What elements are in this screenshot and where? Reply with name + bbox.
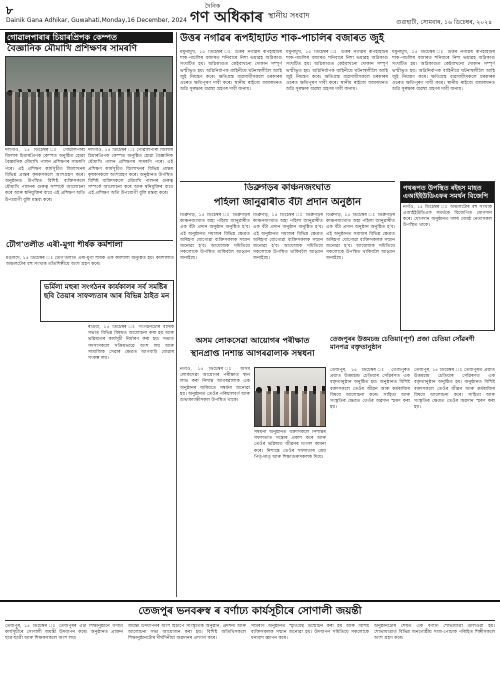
top-center-body-col3: যমুনামুখ, ১৫ ডিচেম্বৰ ঃ উত্তৰ নগাঁৱৰ ৰূপহীহাটৰ শাক-পাচলিৰ বজাৰত শনিবাৰে নিশা ভয়াৱহ অগ্নিকাণ্ড সংঘটিত হয়। অগ্নিকাণ্ডত কেইবাখনো দোকান সম্পূৰ্ণ ভস্মীভূত হয়। অগ্নিনিৰ্বাপক বাহিনীয়ে ঘটনাস্থলীলৈ আহি জুই নিয়ন্ত্ৰণ কৰে। ক্ষতিগ্ৰস্ত ব্যৱসায়ীসকলে চৰকাৰৰ ওচৰত ক্ষতিপূৰণ দাবী কৰে। স্থানীয় ৰাইজে বজাৰখনত অগ্নি সুৰক্ষাৰ ব্যৱস্থা গ্ৰহণৰ দাবী জনায়। — [392, 50, 495, 93]
bottom-band-body-col2: জয়ন্তী উদযাপনৰ অংশ হিচাপে সাংস্কৃতিক অনুষ্ঠান, প্ৰদৰ্শনী আৰু আলোচনা সভা আয়োজন কৰা হয়। বিশিষ্ট অতিথিসকলে শিক্ষানুষ্ঠানটোৰ দীৰ্ঘদিনীয়া অৱদানৰ প্ৰশংসা কৰে। — [128, 624, 246, 642]
left-top-headline-1: গোৱালপাৰাৰ চিয়াৰপ্ৰিপক কেম্পত — [5, 32, 173, 43]
center-mid-body-col3: ডিব্ৰুগড়, ১৫ ডিচেম্বৰ ঃ ডিব্ৰুগড়ৰ কাঞ্চনজংঘাত অহা পহিলা জানুৱাৰীত এক বঁটা প্ৰদান অনুষ্ঠান অনুষ্ঠিত হ'ব। এই অনুষ্ঠানত সমাজৰ বিভিন্ন ক্ষেত্ৰত অৰিহণা যোগোৱা ব্যক্তিসকলক সন্মান জনোৱা হ'ব। আয়োজক সমিতিয়ে সকলোকে উপস্থিত থাকিবলৈ আহ্বান জনাইছে। — [326, 213, 395, 262]
right-mid-body-col1: তেজপুৰ, ১৫ ডিচেম্বৰ ঃ তেজপুৰত প্ৰয়াত উত্তমচন্দ্ৰ চেতিয়াৰ সোঁৱৰণত এক বক্তৃতানুষ্ঠান অনুষ্ঠিত হয়। অনুষ্ঠানত বিশিষ্ট বক্তাসকলে তেওঁৰ জীৱন আৰু কৰ্মৰাজিৰ বিষয়ে আলোচনা কৰে। সাহিত্য আৰু সংস্কৃতিৰ ক্ষেত্ৰত তেওঁৰ অৱদান স্মৰণ কৰা হয়। — [330, 368, 410, 411]
left-top-body-col1: দলগাঁও, ১৫ ডিচেম্বৰ ঃ গোৱালপাৰা জিলাৰ চিয়াৰপ্ৰিপক কেম্পত অনুষ্ঠিত হোৱা বৈজ্ঞানিক মৌমাখি পালন প্ৰশিক্ষণৰ সামৰণি পৰে। এই প্ৰশিক্ষণ কাৰ্যসূচীত জিলাখনৰ বিভিন্ন প্ৰান্তৰ কৃষকসকলে অংশগ্ৰহণ কৰে। অনুষ্ঠানত উপস্থিত বিশিষ্ট ব্যক্তিসকলে মৌমাখি পালনৰ গুৰুত্ব সম্পৰ্কে আলোচনা কৰে আৰু স্বনিযুক্তিৰ বাবে এই প্ৰশিক্ষণ অতি উপযোগী বুলি মন্তব্য কৰে। — [5, 148, 85, 203]
sidebar-right-headline: পথৰূপত উপস্থিত ৰইহস মাহত এআইইউডিএফৰ সমৰ্থন বিজেপি — [401, 182, 494, 203]
bottom-band-headline: তেজপুৰ ভনবৰুস্ব ৰ বৰ্ণাঢ্য কাৰ্যসূচীৰে সোণালী জয়ন্তী — [5, 605, 495, 621]
right-mid-body-col2: তেজপুৰ, ১৫ ডিচেম্বৰ ঃ তেজপুৰত প্ৰয়াত উত্তমচন্দ্ৰ চেতিয়াৰ সোঁৱৰণত এক বক্তৃতানুষ্ঠান অনুষ্ঠিত হয়। অনুষ্ঠানত বিশিষ্ট বক্তাসকলে তেওঁৰ জীৱন আৰু কৰ্মৰাজিৰ বিষয়ে আলোচনা কৰে। সাহিত্য আৰু সংস্কৃতিৰ ক্ষেত্ৰত তেওঁৰ অৱদান স্মৰণ কৰা হয়। — [414, 368, 495, 411]
center-lower-headline-1: অসম লোকসেৱা আয়োগৰ পৰীক্ষাত — [195, 336, 310, 345]
sidebar-right-body: নগাঁও, ১৫ ডিচেম্বৰ ঃ অঞ্চলটোৰ বহু সংখ্যক এআইইউডিএফ সমৰ্থকে বিজেপিত যোগদান কৰে। যোগদান অনুষ্ঠানত দলৰ জ্যেষ্ঠ নেতাসকল উপস্থিত থাকে। — [403, 204, 492, 229]
sidebar-right-frame — [400, 181, 495, 331]
bottom-band-body-col1: তেজপুৰ, ১৫ ডিচেম্বৰ ঃ তেজপুৰৰ এটা শিক্ষানুষ্ঠানে বৰ্ণাঢ্য কাৰ্যসূচীৰে সোণালী জয়ন্তী উদযাপন কৰে। অনুষ্ঠানত প্ৰাক্তন ছাত্ৰ-ছাত্ৰী আৰু শিক্ষকসকলে অংশ লয়। — [5, 624, 123, 642]
left-top-body-col2: দলগাঁও, ১৫ ডিচেম্বৰ ঃ গোৱালপাৰা জিলাৰ চিয়াৰপ্ৰিপক কেম্পত অনুষ্ঠিত হোৱা বৈজ্ঞানিক মৌমাখি পালন প্ৰশিক্ষণৰ সামৰণি পৰে। এই প্ৰশিক্ষণ কাৰ্যসূচীত জিলাখনৰ বিভিন্ন প্ৰান্তৰ কৃষকসকলে অংশগ্ৰহণ কৰে। অনুষ্ঠানত উপস্থিত বিশিষ্ট ব্যক্তিসকলে মৌমাখি পালনৰ গুৰুত্ব সম্পৰ্কে আলোচনা কৰে আৰু স্বনিযুক্তিৰ বাবে এই প্ৰশিক্ষণ অতি উপযোগী বুলি মন্তব্য কৰে। — [88, 148, 173, 197]
top-center-body-col2: যমুনামুখ, ১৫ ডিচেম্বৰ ঃ উত্তৰ নগাঁৱৰ ৰূপহীহাটৰ শাক-পাচলিৰ বজাৰত শনিবাৰে নিশা ভয়াৱহ অগ্নিকাণ্ড সংঘটিত হয়। অগ্নিকাণ্ডত কেইবাখনো দোকান সম্পূৰ্ণ ভস্মীভূত হয়। অগ্নিনিৰ্বাপক বাহিনীয়ে ঘটনাস্থলীলৈ আহি জুই নিয়ন্ত্ৰণ কৰে। ক্ষতিগ্ৰস্ত ব্যৱসায়ীসকলে চৰকাৰৰ ওচৰত ক্ষতিপূৰণ দাবী কৰে। স্থানীয় ৰাইজে বজাৰখনত অগ্নি সুৰক্ষাৰ ব্যৱস্থা গ্ৰহণৰ দাবী জনায়। — [286, 50, 388, 93]
center-lower-body-right: সম্বৰ্ধনা অনুষ্ঠানত বক্তাসকলে নিশান্তৰ সফলতাত সন্তোষ প্ৰকাশ কৰে আৰু তেওঁৰ ভৱিষ্যত জীৱনৰ মংগল কামনা কৰে। নিশান্তে তেওঁৰ সফলতাৰ শ্ৰেয় পিতৃ-মাতৃ আৰু শিক্ষাগুৰুসকলক দিয়ে। — [254, 430, 326, 460]
bottom-band — [0, 600, 500, 700]
left-box-headline-frame — [40, 280, 174, 322]
photo-people — [6, 92, 172, 145]
center-mid-body-col1: ডিব্ৰুগড়, ১৫ ডিচেম্বৰ ঃ ডিব্ৰুগড়ৰ কাঞ্চনজংঘাত অহা পহিলা জানুৱাৰীত এক বঁটা প্ৰদান অনুষ্ঠান অনুষ্ঠিত হ'ব। এই অনুষ্ঠানত সমাজৰ বিভিন্ন ক্ষেত্ৰত অৰিহণা যোগোৱা ব্যক্তিসকলক সন্মান জনোৱা হ'ব। আয়োজক সমিতিয়ে সকলোকে উপস্থিত থাকিবলৈ আহ্বান জনাইছে। — [180, 213, 250, 262]
center-mid-headline-1: ডিব্ৰুগড়ৰ কাঞ্চনজংঘাত — [244, 183, 331, 193]
page-number: ৮ — [6, 4, 14, 17]
left-box-body: ৰঙিয়া, ১৫ ডিচেম্বৰ ঃ সংগঠনটোৰ বাৰ্ষিক সভাত বিভিন্ন বিষয়ত আলোচনা কৰা হয় আৰু ভৱিষ্যতৰ কাৰ্যসূচী নিৰ্ধাৰণ কৰা হয়। সভাত সদস্যসকলে সক্ৰিয়ভাৱে অংশ লয় আৰু সামাজিক সেৱাৰ ক্ষেত্ৰত আগবাঢ়ি যোৱাৰ সংকল্প লয়। — [88, 325, 174, 361]
center-mid-body-col2: ডিব্ৰুগড়, ১৫ ডিচেম্বৰ ঃ ডিব্ৰুগড়ৰ কাঞ্চনজংঘাত অহা পহিলা জানুৱাৰীত এক বঁটা প্ৰদান অনুষ্ঠান অনুষ্ঠিত হ'ব। এই অনুষ্ঠানত সমাজৰ বিভিন্ন ক্ষেত্ৰত অৰিহণা যোগোৱা ব্যক্তিসকলক সন্মান জনোৱা হ'ব। আয়োজক সমিতিয়ে সকলোকে উপস্থিত থাকিবলৈ আহ্বান জনাইছে। — [253, 213, 323, 262]
center-lower-body-left: নগাঁও, ১৫ ডিচেম্বৰ ঃ অসম লোকসেৱা আয়োগৰ পৰীক্ষাত স্থান লাভ কৰা নিশান্ত আগৰৱালাক এক অনুষ্ঠানৰ জৰিয়তে সম্বৰ্ধনা জনোৱা হয়। অনুষ্ঠানত তেওঁৰ পৰিয়ালবৰ্গ আৰু শুভাকাংক্ষীসকল উপস্থিত থাকে। — [180, 367, 250, 403]
top-center-headline: উত্তৰ নগাঁৱৰ ৰূপহীহাটত শাক-পাচলিৰ বজাৰত জুই — [180, 33, 384, 44]
left-mid-headline: টৌগ'তলীত এৰী-মুগা শীৰ্ষক কৰ্মশালা — [6, 240, 123, 249]
newspaper-logo: গণ অধিকাৰ — [190, 8, 264, 26]
left-mid-body: মঙলদৈ, ১৫ ডিচেম্বৰ ঃ টৌগ'তলীত এৰী-মুগা শীৰ্ষক এক কৰ্মশালা অনুষ্ঠিত হয়। কৰ্মশালাত অঞ্চলটোৰ বহু সংখ্যক তাঁতশিল্পীয়ে অংশ গ্ৰহণ কৰে। — [6, 256, 174, 268]
paper-info: Dainik Gana Adhikar, Guwahati,Monday,16 December, 2024 — [6, 17, 187, 24]
masthead — [0, 0, 500, 30]
column-rule — [176, 32, 177, 597]
training-group-photo — [5, 56, 173, 146]
center-lower-headline-2: স্থানপ্ৰাপ্ত নিশান্ত আগৰৱালাক সম্বৰ্ধনা — [190, 350, 315, 359]
center-mid-headline-2: পহিলা জানুৱাৰীত বঁটা প্ৰদান অনুষ্ঠান — [213, 197, 362, 208]
photo-people — [255, 391, 325, 426]
bottom-band-body-col3: সামৰণি অনুষ্ঠানত স্মৃতিগ্ৰন্থ উন্মোচন কৰা হয় আৰু বিশিষ্ট ব্যক্তিসকলক সন্মান জনোৱা হয়। উদযাপন সমিতিয়ে সকলোকে ধন্যবাদ জ্ঞাপন কৰে। — [251, 624, 369, 642]
rule — [180, 181, 395, 182]
top-center-body-col1: যমুনামুখ, ১৫ ডিচেম্বৰ ঃ উত্তৰ নগাঁৱৰ ৰূপহীহাটৰ শাক-পাচলিৰ বজাৰত শনিবাৰে নিশা ভয়াৱহ অগ্নিকাণ্ড সংঘটিত হয়। অগ্নিকাণ্ডত কেইবাখনো দোকান সম্পূৰ্ণ ভস্মীভূত হয়। অগ্নিনিৰ্বাপক বাহিনীয়ে ঘটনাস্থলীলৈ আহি জুই নিয়ন্ত্ৰণ কৰে। ক্ষতিগ্ৰস্ত ব্যৱসায়ীসকলে চৰকাৰৰ ওচৰত ক্ষতিপূৰণ দাবী কৰে। স্থানীয় ৰাইজে বজাৰখনত অগ্নি সুৰক্ষাৰ ব্যৱস্থা গ্ৰহণৰ দাবী জনায়। — [180, 50, 282, 93]
section-title: স্থানীয় সংবাদ — [268, 11, 310, 20]
right-mid-headline: তেজপুৰৰ উত্তমচন্দ্ৰ চেতিয়া(পূৰ্ণ) প্ৰজা চেতিয়া সোঁৱৰণী মানপত্ৰ বক্তৃতানুষ্ঠান — [330, 335, 475, 352]
left-box-headline: ভৰ্মিলা মহুৰা সংগঠনৰ কাৰ্যকালৰ সৰ্ব সমষ্টিৰ ছবি তৈয়াৰ সাফল্যতাৰ আৰ বিভিন্ন ঠাইত মন — [44, 283, 170, 300]
left-top-headline-block — [5, 32, 173, 54]
bottom-band-body-col4: অনুষ্ঠানটোৰ শেষত এক বৰ্ণাঢ্য শোভাযাত্ৰা উলিওৱা হয়। শোভাযাত্ৰাত বিভিন্ন জনগোষ্ঠীয় সাজ-পোচাক পৰিহিত শিল্পীসকলে অংশ গ্ৰহণ কৰে। — [374, 624, 495, 642]
logo-small: দৈনিক — [205, 3, 221, 10]
left-top-headline-2: বৈজ্ঞানিক মৌমাখি প্ৰশিক্ষণৰ সামৰণি — [7, 44, 137, 54]
issue-date: গুৱাহাটী, সোমবাৰ, ১৬ ডিচেম্বৰ, ২০২৪ — [396, 19, 492, 26]
felicitation-photo — [254, 367, 326, 427]
